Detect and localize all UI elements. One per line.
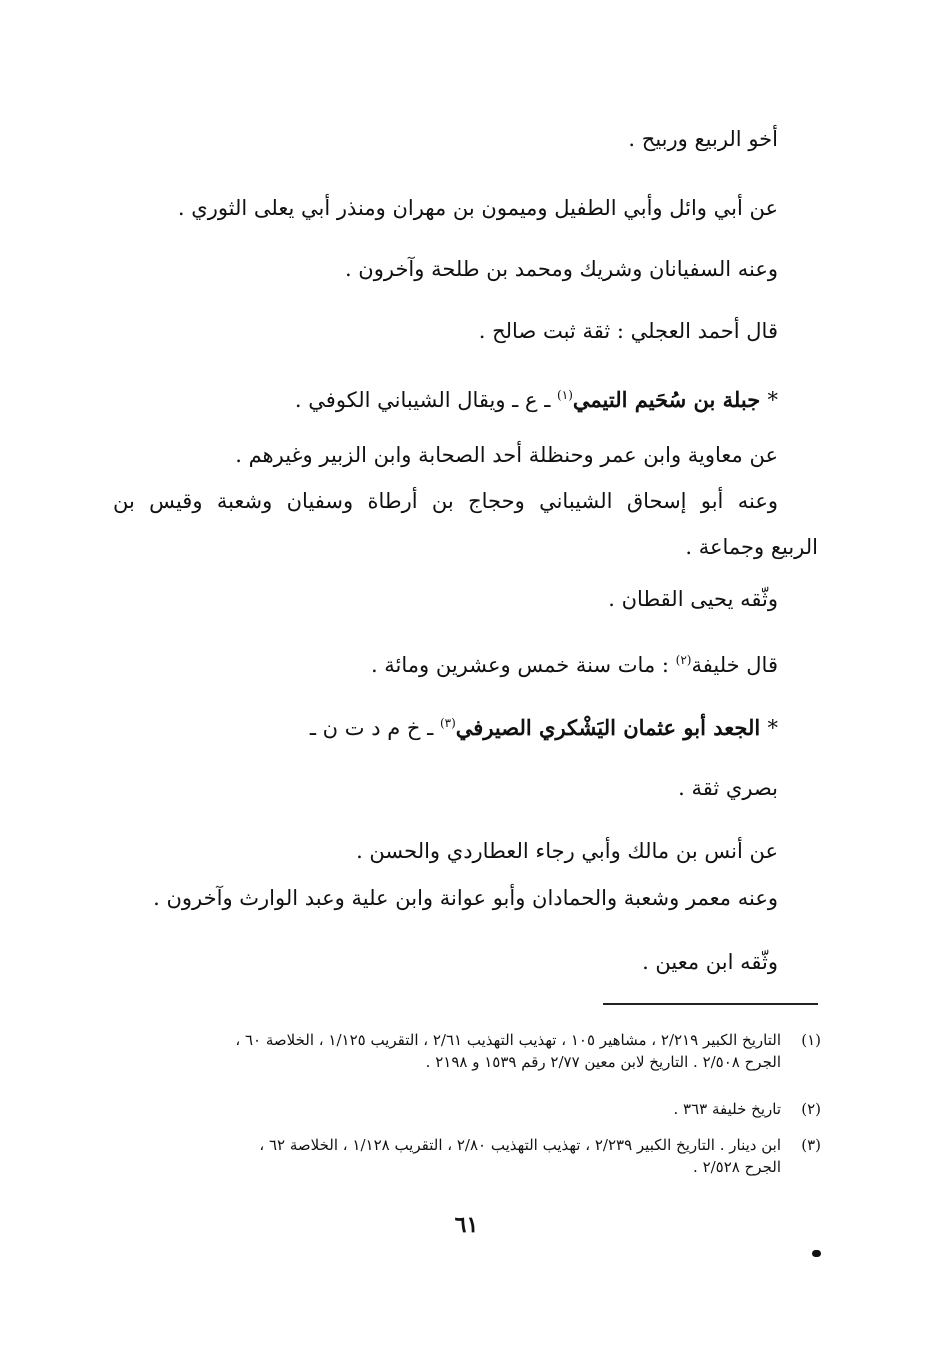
- text-line: عن أبي وائل وأبي الطفيل وميمون بن مهران ومنذر أبي يعلى الثوري .: [177, 196, 778, 220]
- entry-star-marker: *: [767, 388, 778, 412]
- footnote-text: [111, 1134, 781, 1178]
- text-line: وعنه أبو إسحاق الشيباني وحجاج بن أرطاة وسفيان وشعبة وقيس بن: [113, 489, 778, 513]
- ink-mark: [812, 1250, 821, 1257]
- footnote-number: (١): [801, 1031, 821, 1049]
- text-line: قال أحمد العجلي : ثقة ثبت صالح .: [478, 319, 778, 343]
- footnote: [111, 1134, 821, 1178]
- footnote: [111, 1098, 821, 1120]
- entry-name: الجعد أبو عثمان اليَشْكري الصيرفي: [455, 715, 761, 740]
- entry-star-marker: *: [767, 716, 778, 740]
- text-line: عن أنس بن مالك وأبي رجاء العطاردي والحسن .: [356, 839, 778, 863]
- entry-name: جبلة بن سُحَيم التيمي: [572, 387, 761, 412]
- text-line: وثّقه يحيى القطان .: [608, 587, 778, 611]
- text-line: بصري ثقة .: [678, 776, 778, 800]
- footnote-text: [111, 1029, 781, 1073]
- footnote-number: (٣): [801, 1136, 821, 1154]
- footnote: [111, 1029, 821, 1073]
- entry-details: ـ ع ـ ويقال الشيباني الكوفي .: [294, 388, 558, 412]
- footnote-number: (٢): [801, 1100, 821, 1118]
- text-segment: : مات سنة خمس وعشرين ومائة .: [370, 653, 676, 677]
- footnote-reference: (٢): [675, 653, 692, 667]
- biography-entry-heading: [113, 708, 778, 743]
- footnote-text: [111, 1098, 781, 1120]
- footnote-line: الجرح ٢/٥٠٨ . التاريخ لابن معين ٢/٧٧ رقم ١٥٣٩ و ٢١٩٨ .: [425, 1053, 781, 1071]
- footnote-reference: (٣): [439, 716, 456, 730]
- text-line: وعنه معمر وشعبة والحمادان وأبو عوانة وابن علية وعبد الوارث وآخرون .: [153, 886, 778, 910]
- entry-details: ـ خ م د ت ن ـ: [309, 716, 440, 740]
- footnote-reference: (١): [557, 388, 573, 402]
- footnote-separator: [603, 1003, 818, 1005]
- text-line: [113, 645, 778, 680]
- biography-entry-heading: [113, 380, 778, 415]
- text-segment: قال خليفة: [691, 653, 778, 677]
- footnote-line: التاريخ الكبير ٢/٢١٩ ، مشاهير ١٠٥ ، تهذيب التهذيب ٢/٦١ ، التقريب ١/١٢٥ ، الخلاصة ٦٠ ،: [235, 1031, 781, 1049]
- text-line: أخو الربيع وربيح .: [628, 127, 778, 151]
- text-line: وثّقه ابن معين .: [642, 950, 778, 974]
- footnote-line: ابن دينار . التاريخ الكبير ٢/٢٣٩ ، تهذيب التهذيب ٢/٨٠ ، التقريب ١/١٢٨ ، الخلاصة ٦٢ ،: [259, 1136, 781, 1154]
- footnote-line: الجرح ٢/٥٢٨ .: [693, 1158, 781, 1176]
- text-line: الربيع وجماعة .: [685, 535, 818, 559]
- text-line: وعنه السفيانان وشريك ومحمد بن طلحة وآخرون .: [344, 257, 778, 281]
- footnote-line: تاريخ خليفة ٣٦٣ .: [673, 1100, 781, 1118]
- page-number: ٦١: [454, 1212, 479, 1238]
- text-line: عن معاوية وابن عمر وحنظلة أحد الصحابة وابن الزبير وغيرهم .: [235, 443, 778, 467]
